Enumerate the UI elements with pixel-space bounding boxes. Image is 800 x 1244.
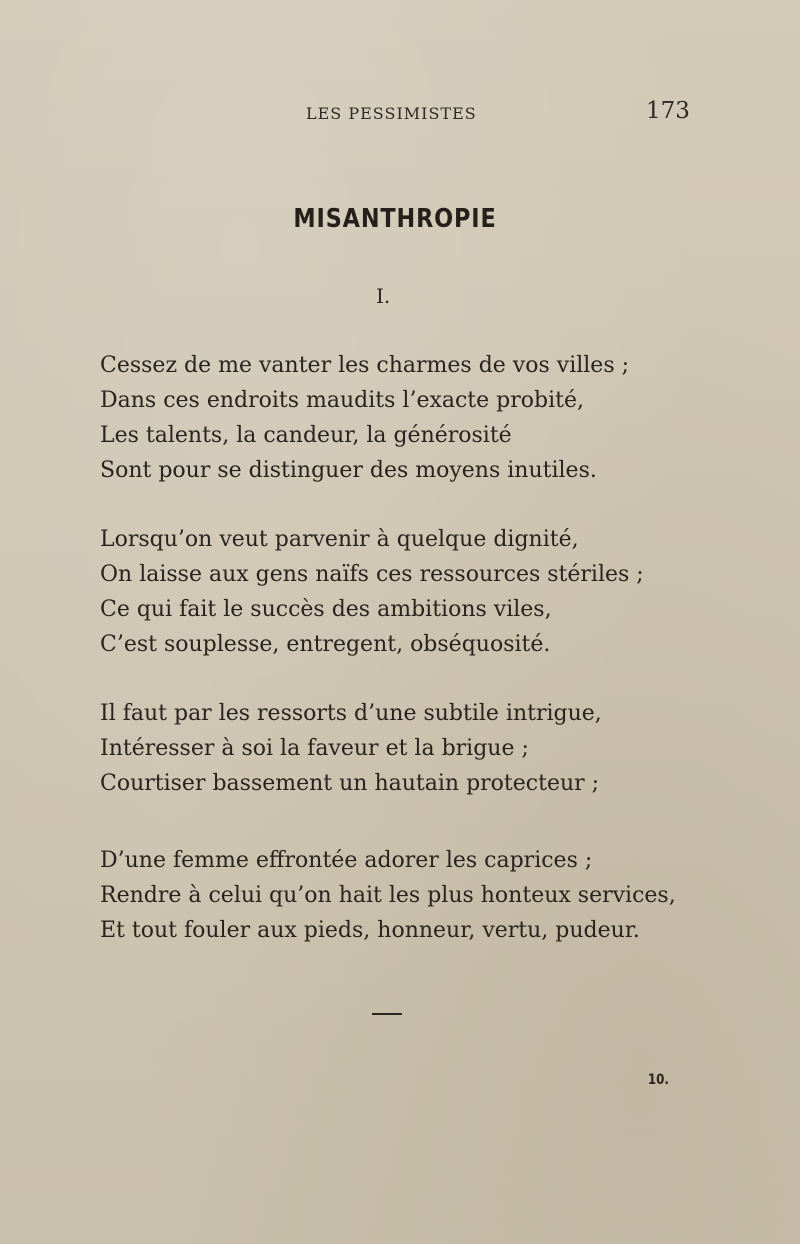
- verse-line: Les talents, la candeur, la générosité: [100, 423, 512, 448]
- stanza: [100, 348, 720, 488]
- section-number: I.: [376, 284, 391, 308]
- verse-line: Intéresser à soi la faveur et la brigue ;: [100, 736, 529, 761]
- verse-line: Courtiser bassement un hautain protecteur ;: [100, 771, 600, 796]
- running-head: LES PESSIMISTES: [306, 104, 477, 123]
- stanza: [100, 843, 720, 948]
- verse-line: Rendre à celui qu’on hait les plus honteux services,: [100, 883, 676, 908]
- verse-line: D’une femme effrontée adorer les caprices ;: [100, 848, 593, 873]
- end-rule: [372, 1013, 402, 1015]
- stanza: [100, 522, 720, 662]
- page-number: 173: [646, 98, 690, 124]
- verse-line: Sont pour se distinguer des moyens inutiles.: [100, 458, 597, 483]
- verse-line: On laisse aux gens naïfs ces ressources stériles ;: [100, 562, 644, 587]
- verse-line: Ce qui fait le succès des ambitions viles,: [100, 597, 552, 622]
- verse-line: Il faut par les ressorts d’une subtile intrigue,: [100, 701, 602, 726]
- verse-line: Cessez de me vanter les charmes de vos villes ;: [100, 353, 630, 378]
- verse-line: C’est souplesse, entregent, obséquosité.: [100, 632, 551, 657]
- poem-body: [100, 348, 720, 982]
- verse-line: Et tout fouler aux pieds, honneur, vertu, pudeur.: [100, 918, 640, 943]
- verse-line: Lorsqu’on veut parvenir à quelque dignité,: [100, 527, 579, 552]
- verse-line: Dans ces endroits maudits l’exacte probité,: [100, 388, 584, 413]
- poem-title: MISANTHROPIE: [293, 204, 497, 234]
- signature-mark: 10.: [647, 1072, 669, 1088]
- stanza: [100, 696, 720, 801]
